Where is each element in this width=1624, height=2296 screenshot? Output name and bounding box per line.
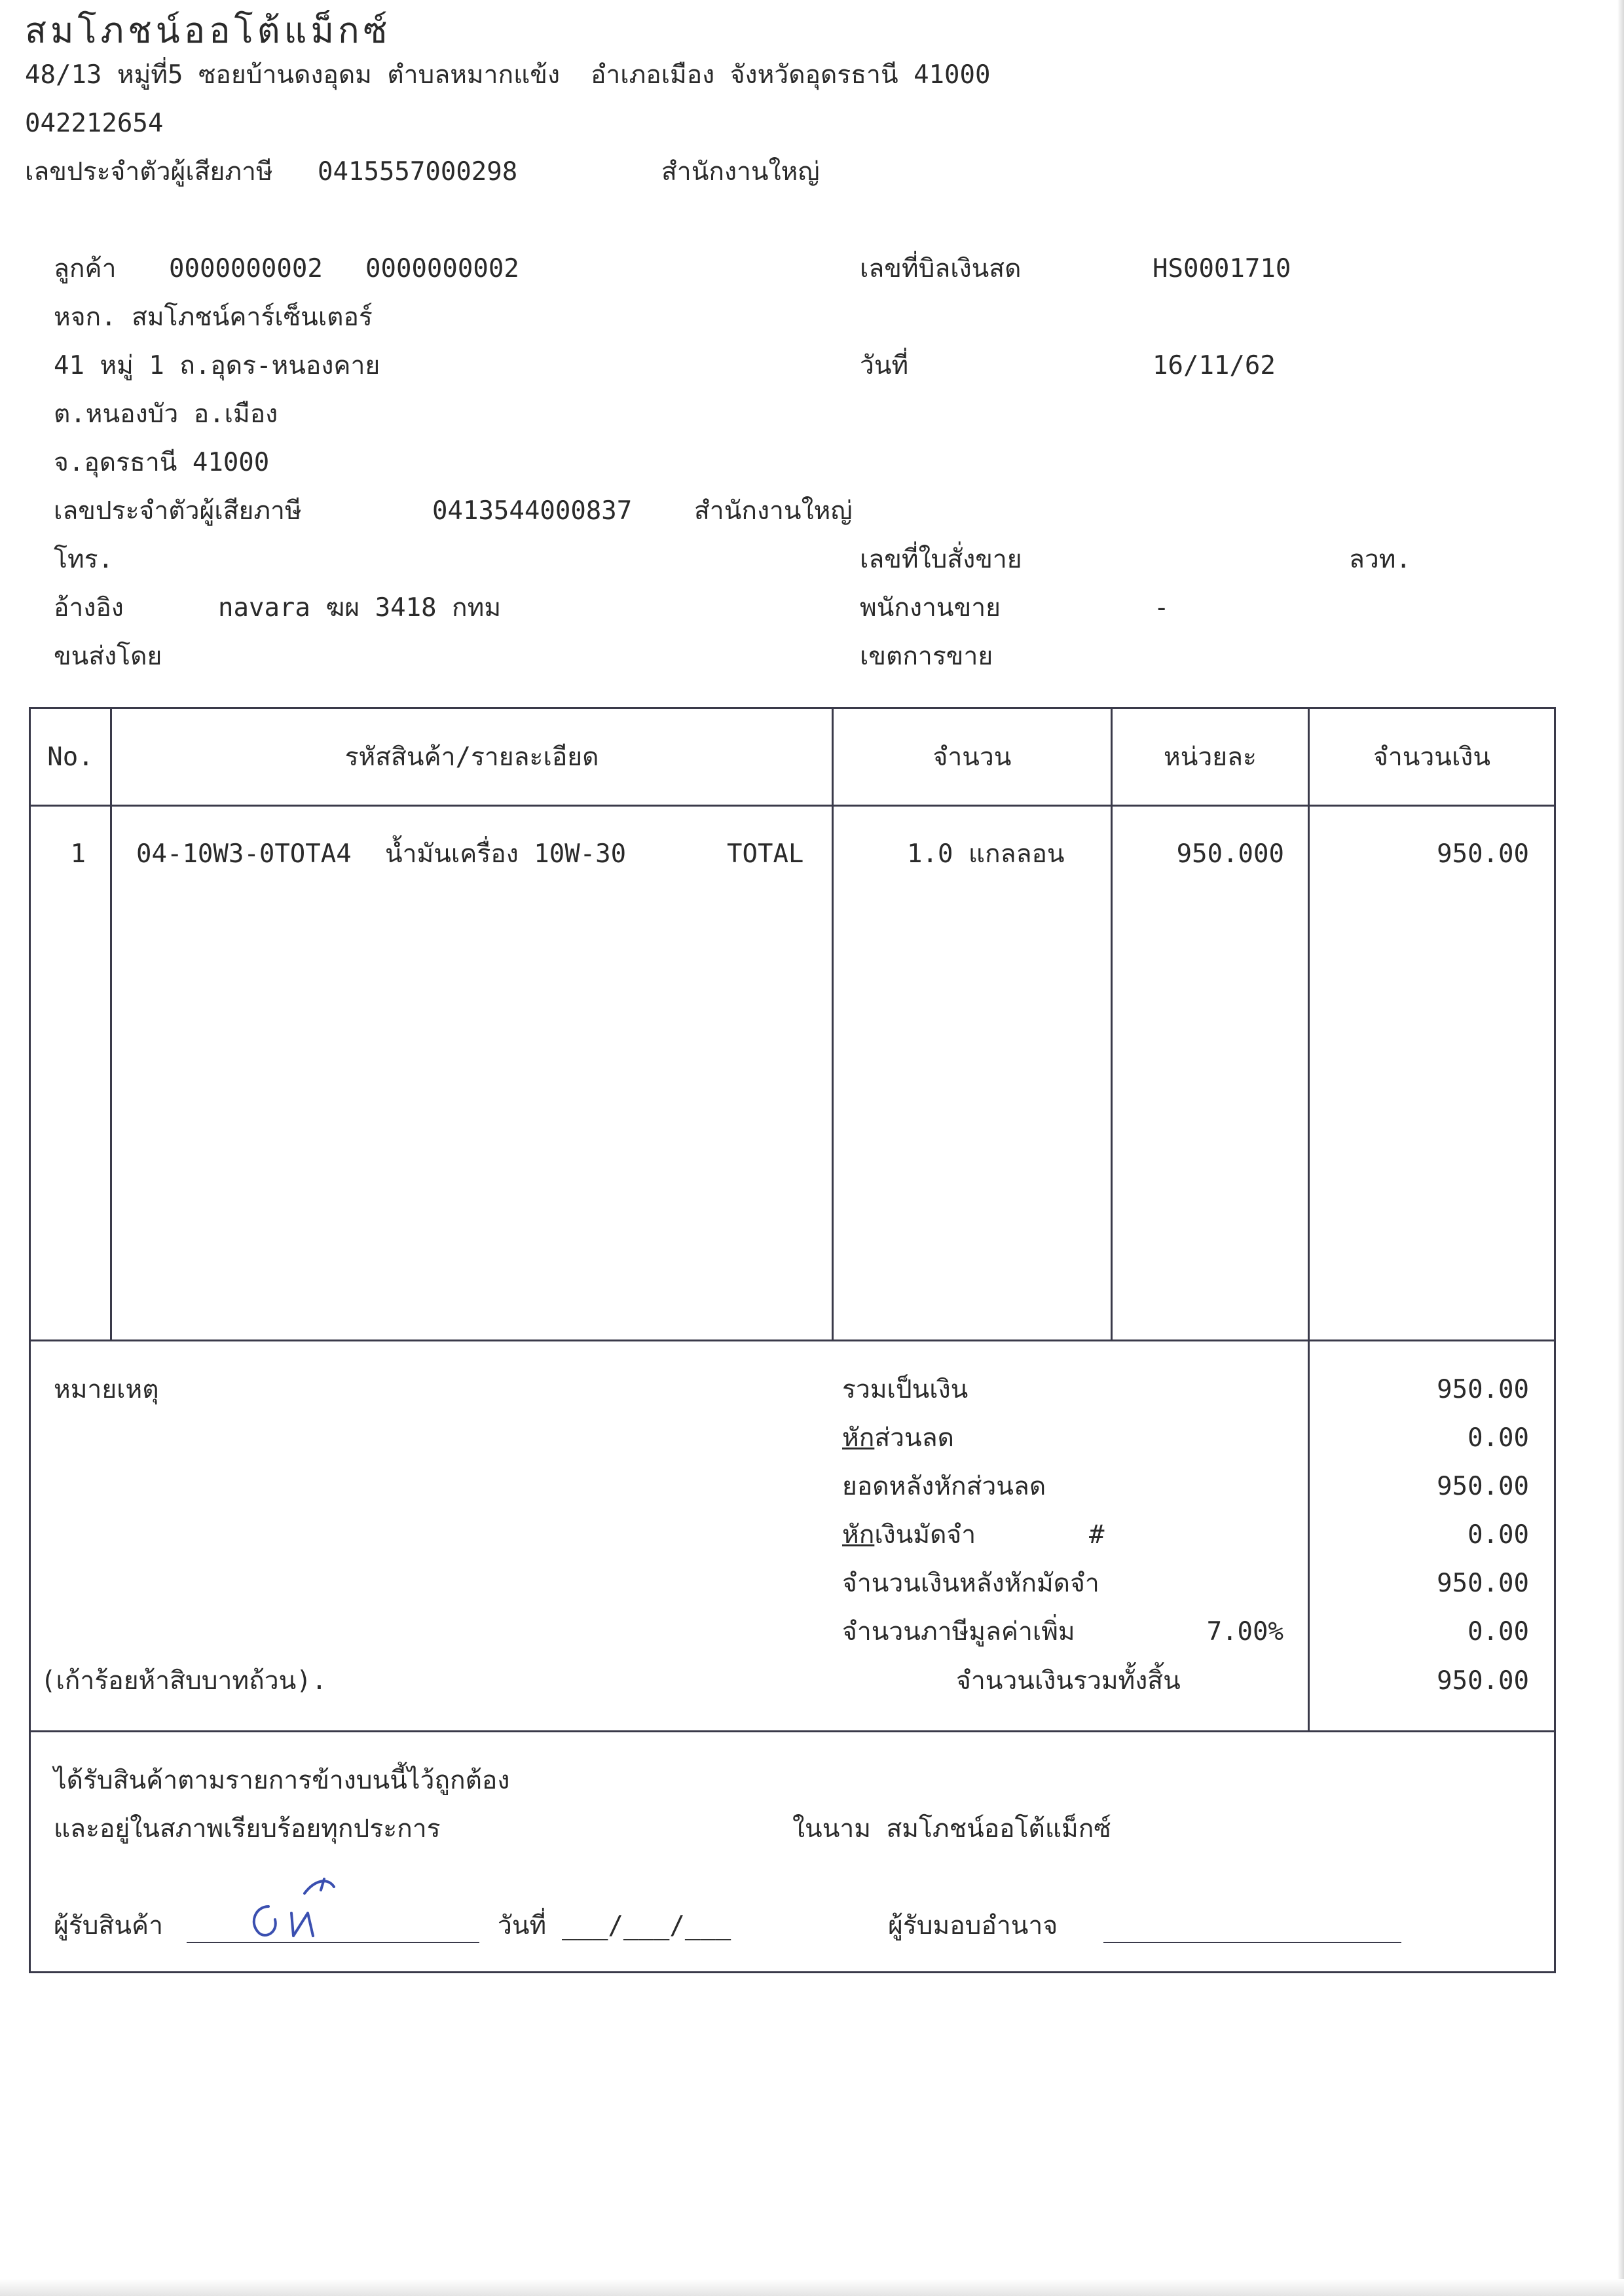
- subtotal-value: 950.00: [1437, 1375, 1529, 1404]
- deposit-value: 0.00: [1467, 1520, 1529, 1550]
- scan-page-edge: [1617, 0, 1624, 2296]
- deposit-mark: #: [1089, 1520, 1105, 1550]
- company-phone: 042212654: [25, 109, 164, 138]
- bill-date-label: วันที่: [860, 351, 909, 380]
- discount-label-rest: ส่วนลด: [874, 1423, 954, 1453]
- vat-label: จำนวนภาษีมูลค่าเพิ่ม: [842, 1617, 1075, 1647]
- bill-date: 16/11/62: [1153, 351, 1276, 380]
- header-amount: จำนวนเงิน: [1373, 742, 1490, 772]
- receive-date-blank: ___/___/___: [562, 1911, 731, 1941]
- reference-value: navara ฆผ 3418 กทม: [218, 593, 502, 623]
- received-statement-1: ได้รับสินค้าตามรายการข้างบนนี้ไว้ถูกต้อง: [54, 1766, 510, 1795]
- customer-code-1: 0000000002: [169, 254, 323, 283]
- row-description: น้ำมันเครื่อง 10W-30: [385, 839, 627, 869]
- after-deposit-label: จำนวนเงินหลังหักมัดจำ: [842, 1569, 1099, 1598]
- subtotal-label: รวมเป็นเงิน: [842, 1375, 969, 1404]
- discount-value: 0.00: [1467, 1423, 1529, 1453]
- deposit-label-rest: เงินมัดจำ: [874, 1520, 976, 1550]
- company-branch: สำนักงานใหญ่: [661, 157, 820, 187]
- customer-branch: สำนักงานใหญ่: [694, 496, 853, 526]
- row-unit-price: 950.000: [1176, 839, 1284, 869]
- customer-address-2: ต.หนองบัว อ.เมือง: [54, 399, 278, 429]
- grand-total-label: จำนวนเงินรวมทั้งสิ้น: [956, 1666, 1181, 1696]
- authorized-label: ผู้รับมอบอำนาจ: [888, 1911, 1058, 1941]
- customer-label: ลูกค้า: [54, 254, 117, 283]
- remark-label: หมายเหตุ: [54, 1375, 159, 1404]
- discount-label-prefix: หัก: [842, 1423, 875, 1453]
- vat-value: 0.00: [1467, 1617, 1529, 1647]
- after-deposit-value: 950.00: [1437, 1569, 1529, 1598]
- header-quantity: จำนวน: [932, 742, 1012, 772]
- header-no: No.: [47, 742, 94, 772]
- customer-address-3: จ.อุดรธานี 41000: [54, 448, 270, 477]
- received-statement-2: และอยู่ในสภาพเรียบร้อยทุกประการ: [54, 1814, 441, 1844]
- receive-date-label: วันที่: [498, 1911, 547, 1941]
- customer-code-2: 0000000002: [365, 254, 519, 283]
- company-tax-id-label: เลขประจำตัวผู้เสียภาษี: [25, 157, 273, 187]
- on-behalf-text: ในนาม สมโภชน์ออโต้แม็กซ์: [792, 1814, 1111, 1844]
- customer-name: หจก. สมโภชน์คาร์เซ็นเตอร์: [54, 302, 373, 332]
- discount-label: [842, 1425, 954, 1451]
- receiver-label: ผู้รับสินค้า: [54, 1911, 164, 1941]
- shipping-label: ขนส่งโดย: [54, 642, 162, 671]
- bill-number: HS0001710: [1153, 254, 1291, 283]
- salesperson-value: -: [1154, 593, 1170, 623]
- customer-tax-id: 0413544000837: [432, 496, 633, 526]
- deposit-label-prefix: หัก: [842, 1520, 875, 1550]
- company-name: สมโภชน์ออโต้แม็กซ์: [25, 10, 392, 51]
- company-address: 48/13 หมู่ที่5 ซอยบ้านดงอุดม ตำบลหมากแข้ง อำเภอเมือง จังหวัดอุดรธานี 41000: [25, 60, 991, 90]
- customer-tax-id-label: เลขประจำตัวผู้เสียภาษี: [54, 496, 302, 526]
- company-tax-id: 0415557000298: [318, 157, 518, 187]
- header-description: รหัสสินค้า/รายละเอียด: [344, 742, 599, 772]
- grand-total-value: 950.00: [1437, 1666, 1529, 1696]
- after-discount-value: 950.00: [1437, 1472, 1529, 1501]
- customer-phone-label: โทร.: [54, 545, 114, 574]
- salesperson-label: พนักงานขาย: [860, 593, 1001, 623]
- sales-area-label: เขตการขาย: [860, 642, 993, 671]
- row-brand: TOTAL: [727, 839, 804, 869]
- row-product-code: 04-10W3-0TOTA4: [136, 839, 352, 869]
- deposit-label: [842, 1522, 976, 1548]
- sales-order-label: เลขที่ใบสั่งขาย: [860, 545, 1022, 574]
- authorized-signature-line: [1103, 1942, 1401, 1943]
- bill-number-label: เลขที่บิลเงินสด: [860, 254, 1022, 283]
- amount-in-words: (เก้าร้อยห้าสิบบาทถ้วน).: [41, 1666, 327, 1696]
- row-amount: 950.00: [1437, 839, 1529, 869]
- vat-rate: 7.00%: [1206, 1617, 1283, 1647]
- sales-order-value: ลวท.: [1349, 545, 1411, 574]
- row-quantity: 1.0 แกลลอน: [907, 839, 1065, 869]
- customer-address-1: 41 หมู่ 1 ถ.อุดร-หนองคาย: [54, 351, 380, 380]
- scan-bottom-edge: [0, 2279, 1624, 2296]
- header-unit-price: หน่วยละ: [1164, 742, 1257, 772]
- after-discount-label: ยอดหลังหักส่วนลด: [842, 1472, 1046, 1501]
- reference-label: อ้างอิง: [54, 593, 124, 623]
- row-no: 1: [70, 839, 86, 869]
- receiver-signature: [242, 1867, 354, 1946]
